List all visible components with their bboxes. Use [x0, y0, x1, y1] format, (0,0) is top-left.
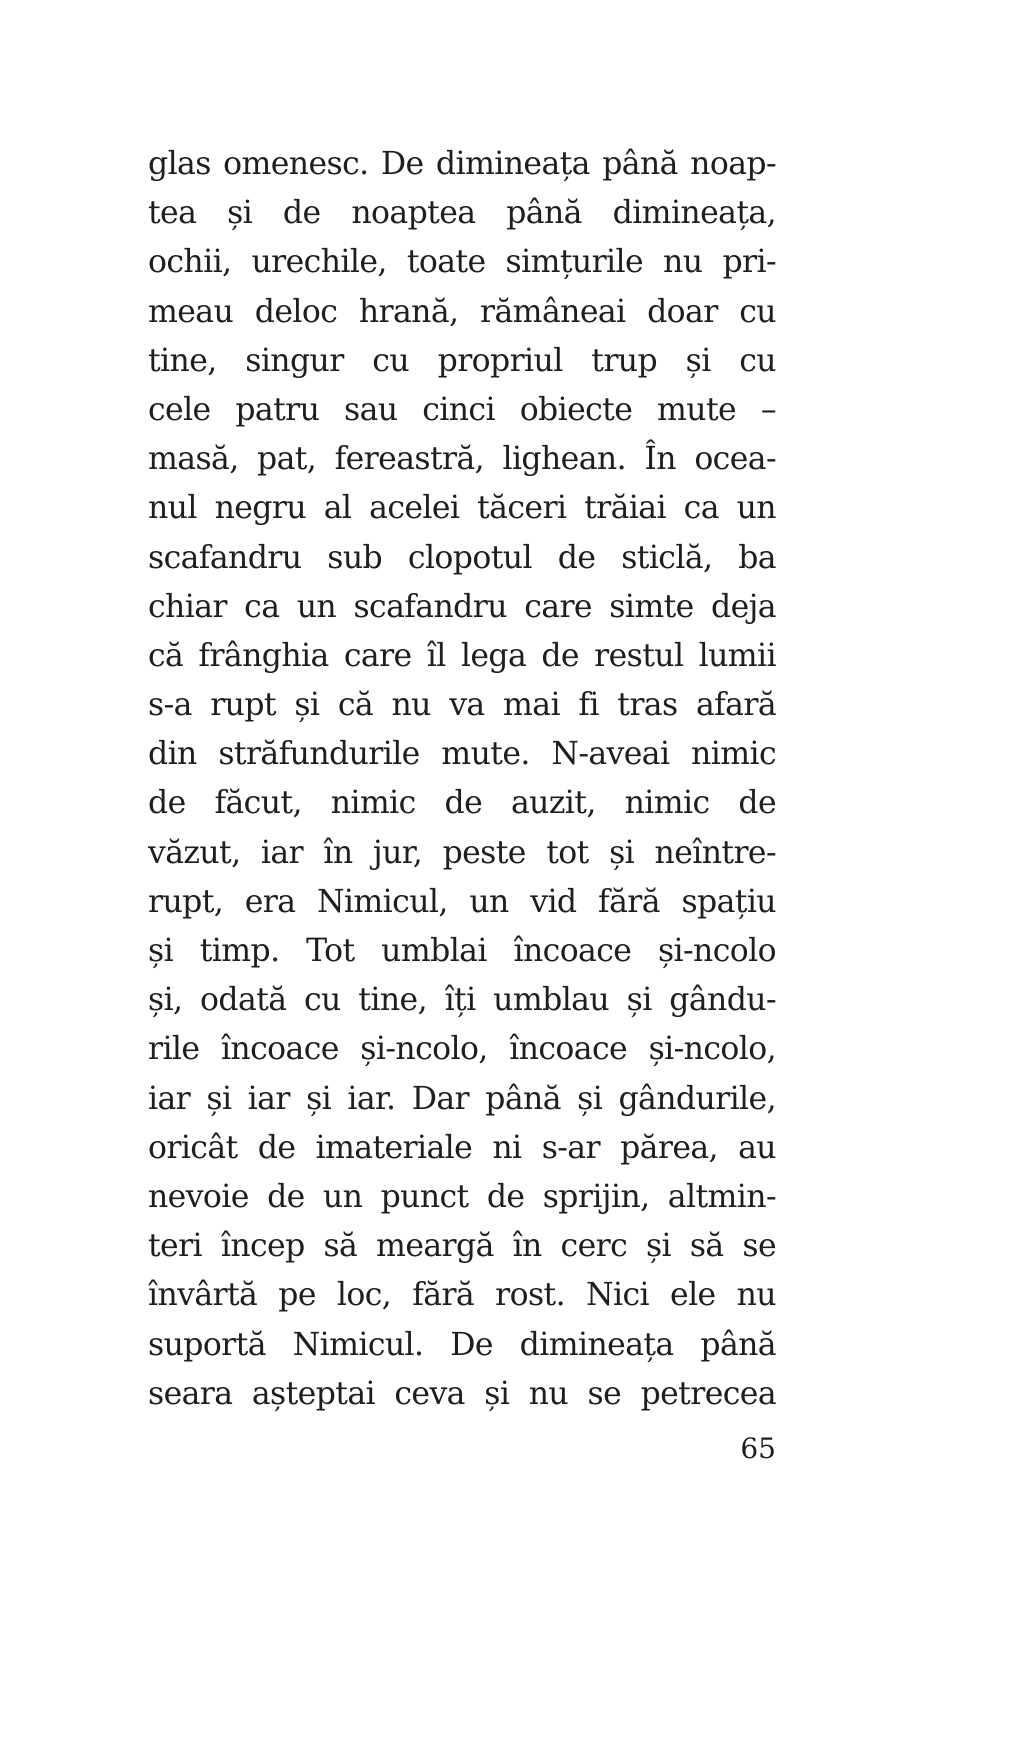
page-number: 65 — [740, 1432, 776, 1465]
text-line: rupt, era Nimicul, un vid fără spațiu — [148, 883, 776, 920]
text-line: că frânghia care îl lega de restul lumii — [148, 637, 776, 674]
text-line: s-a rupt și că nu va mai fi tras afară — [148, 687, 776, 724]
page-body-text — [148, 140, 776, 1419]
text-line: și, odată cu tine, îți umblau și gându- — [148, 982, 776, 1019]
text-line: din străfundurile mute. N-aveai nimic — [148, 736, 776, 773]
text-line: glas omenesc. De dimineața până noap- — [148, 146, 776, 182]
text-line: și timp. Tot umblai încoace și-ncolo — [148, 933, 776, 969]
text-line: cele patru sau cinci obiecte mute – — [148, 391, 776, 428]
text-line: învârtă pe loc, fără rost. Nici ele nu — [148, 1277, 776, 1314]
text-line: iar și iar și iar. Dar până și gândurile, — [148, 1080, 776, 1117]
text-line: masă, pat, fereastră, lighean. În ocea- — [148, 441, 776, 478]
text-line: oricât de imateriale ni s-ar părea, au — [148, 1129, 776, 1166]
text-line: meau deloc hrană, rămâneai doar cu — [148, 293, 776, 330]
text-line: tea și de noaptea până dimineața, — [148, 195, 776, 232]
text-line: chiar ca un scafandru care simte deja — [148, 588, 776, 625]
text-line: nul negru al acelei tăceri trăiai ca un — [148, 490, 776, 527]
text-line: scafandru sub clopotul de sticlă, ba — [148, 539, 776, 576]
text-line: suportă Nimicul. De dimineața până — [148, 1326, 776, 1363]
text-line: de făcut, nimic de auzit, nimic de — [148, 785, 776, 822]
text-line: nevoie de un punct de sprijin, altmin- — [148, 1178, 776, 1215]
text-line: ochii, urechile, toate simțurile nu pri- — [148, 244, 776, 281]
text-line: tine, singur cu propriul trup și cu — [148, 342, 776, 379]
text-line: seara așteptai ceva și nu se petrecea — [148, 1375, 776, 1412]
text-line: rile încoace și-ncolo, încoace și-ncolo, — [148, 1031, 776, 1068]
text-line: teri încep să meargă în cerc și să se — [148, 1228, 776, 1265]
text-line: văzut, iar în jur, peste tot și neîntre- — [148, 834, 776, 871]
